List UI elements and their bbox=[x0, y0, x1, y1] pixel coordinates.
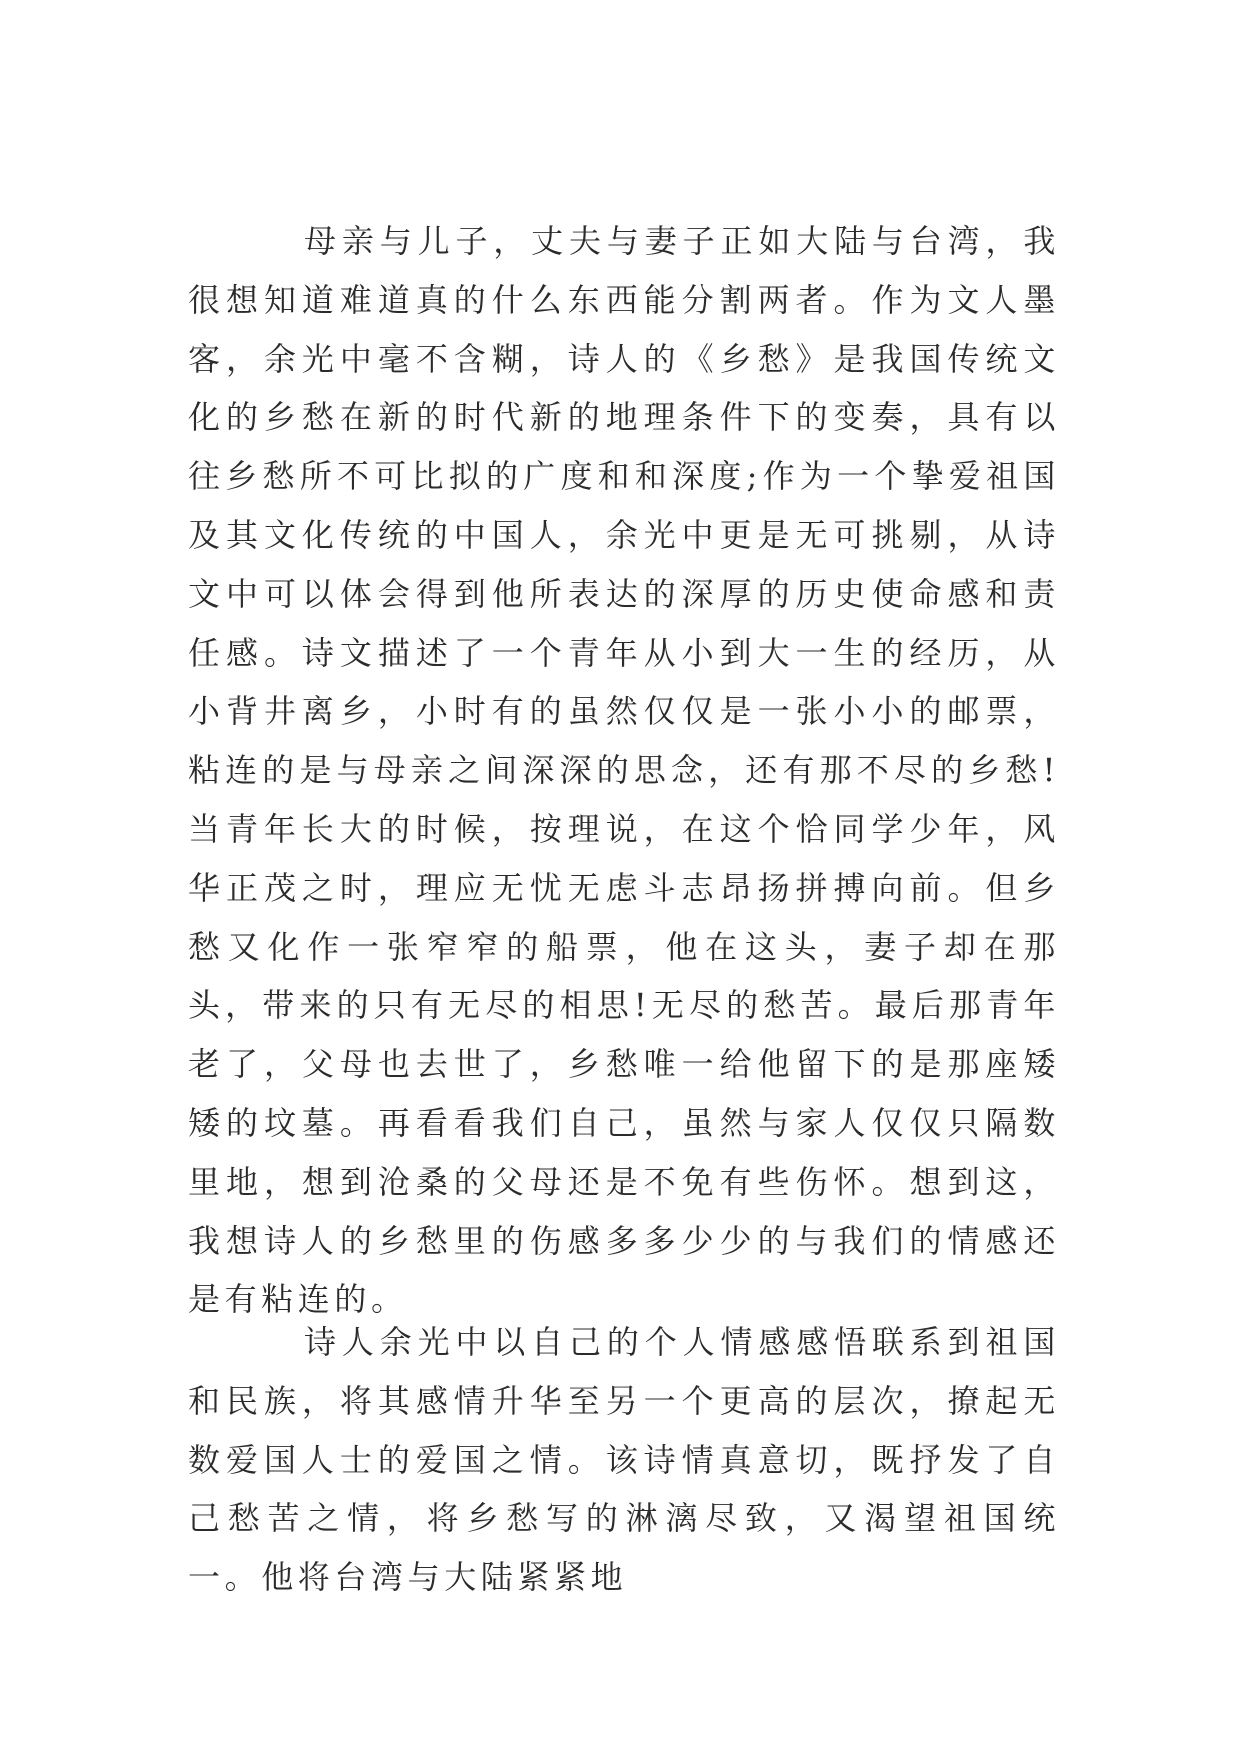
body-paragraph: 母亲与儿子，丈夫与妻子正如大陆与台湾，我很想知道难道真的什么东西能分割两者。作为文人墨客，余光中毫不含糊，诗人的《乡愁》是我国传统文化的乡愁在新的时代新的地理条件下的变奏，具有以往乡愁所不可比拟的广度和和深度;作为一个挚爱祖国及其文化传统的中国人，余光中更是无可挑剔，从诗文中可以体会得到他所表达的深厚的历史使命感和责任感。诗文描述了一个青年从小到大一生的经历，从小背井离乡，小时有的虽然仅仅是一张小小的邮票，粘连的是与母亲之间深深的思念，还有那不尽的乡愁!当青年长大的时候，按理说，在这个恰同学少年，风华正茂之时，理应无忧无虑斗志昂扬拼搏向前。但乡愁又化作一张窄窄的船票，他在这头，妻子却在那头，带来的只有无尽的相思!无尽的愁苦。最后那青年老了，父母也去世了，乡愁唯一给他留下的是那座矮矮的坟墓。再看看我们自己，虽然与家人仅仅只隔数里地，想到沧桑的父母还是不免有些伤怀。想到这，我想诗人的乡愁里的伤感多多少少的与我们的情感还是有粘连的。 bbox=[188, 222, 1060, 1319]
body-paragraph: 诗人余光中以自己的个人情感感悟联系到祖国和民族，将其感情升华至另一个更高的层次，撩起无数爱国人士的爱国之情。该诗情真意切，既抒发了自己愁苦之情，将乡愁写的淋漓尽致，又渴望祖国统一。他将台湾与大陆紧紧地 bbox=[188, 1323, 1060, 1597]
